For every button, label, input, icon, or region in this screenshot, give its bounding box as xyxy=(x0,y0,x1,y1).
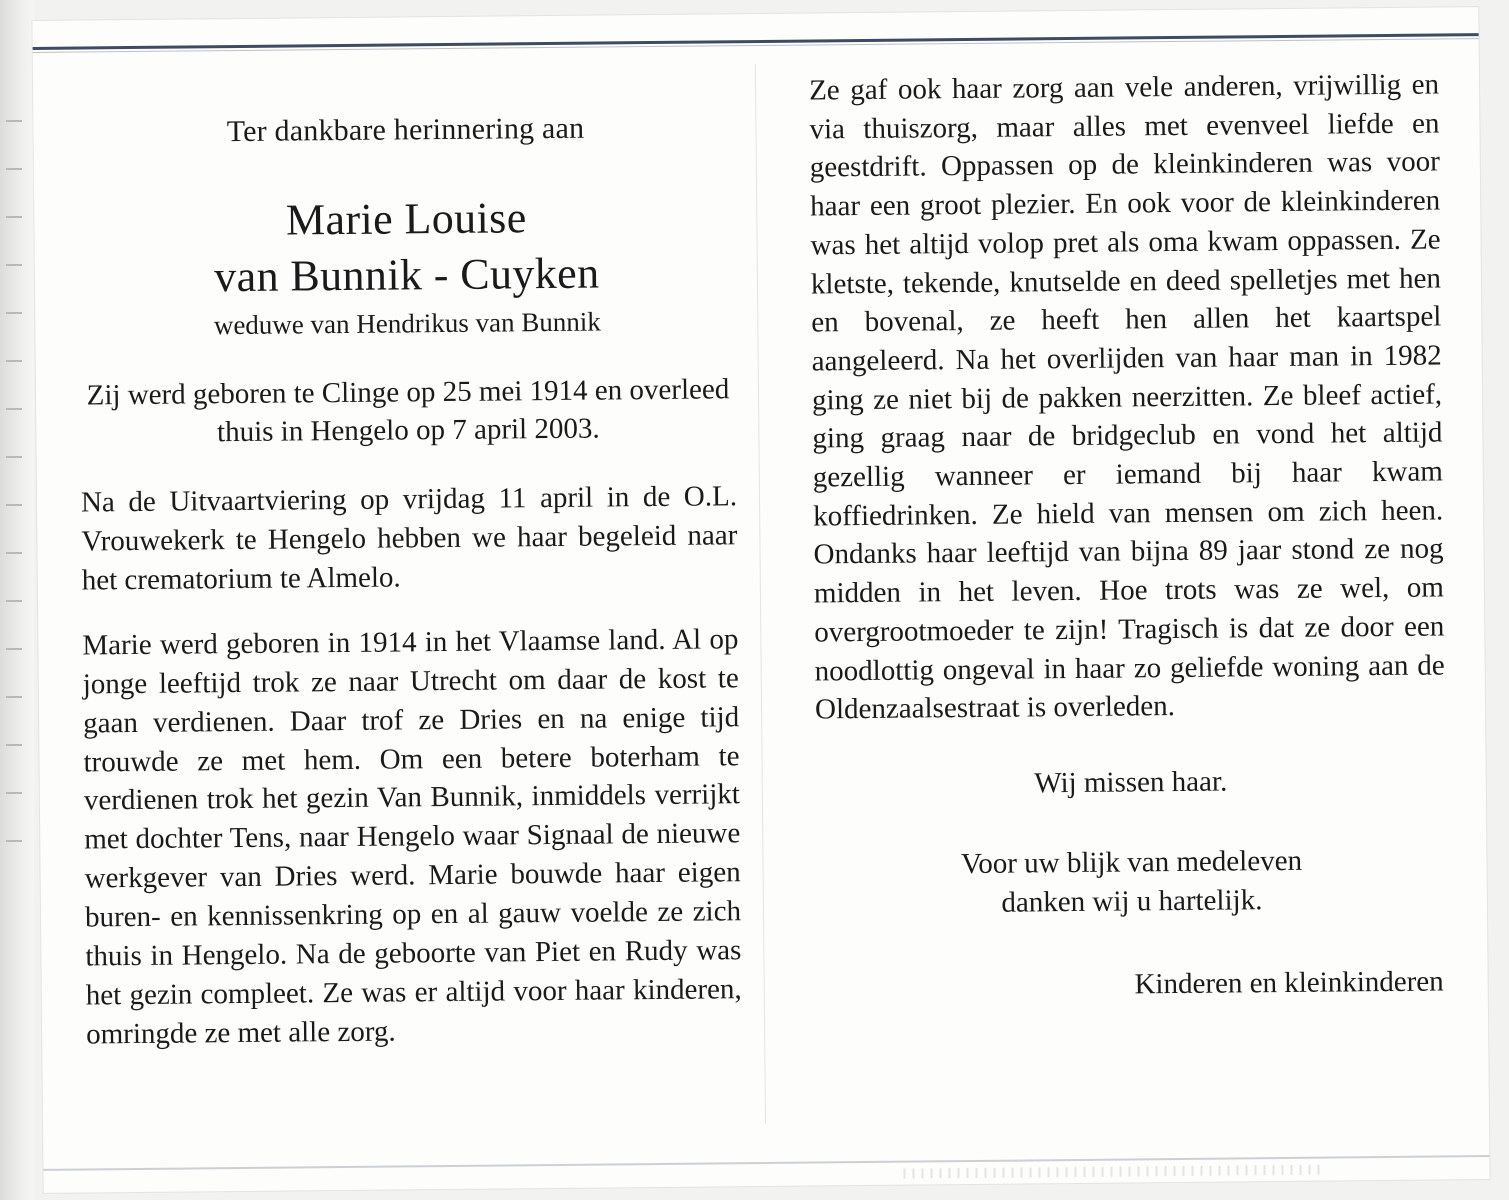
right-column xyxy=(777,65,1449,1151)
left-column xyxy=(77,72,787,1159)
widow-subtitle: weduwe van Hendrikus van Bunnik xyxy=(213,306,601,340)
scanner-edge-ticks xyxy=(6,120,28,1020)
scanner-edge-strip xyxy=(0,0,34,1200)
memorial-card xyxy=(32,7,1489,1193)
thanks-block xyxy=(816,840,1447,925)
life-story-paragraph: Marie werd geboren in 1914 in het Vlaamse land. Al op jonge leeftijd trok ze naar Utrecht om daar de kost te gaan verdienen. Daar trof ze Dries en na enige tijd trouwde ze met hem. Om een betere boterham te verdienen trok het gezin Van Bunnik, inmiddels verrijkt met dochter Tens, naar Hengelo waar Signaal de nieuwe werkgever van Dries werd. Marie bouwde haar eigen buren- en kennissenkring op en al gauw voelde ze zich thuis in Hengelo. Na de geboorte van Piet en Rudy was het gezin compleet. Ze was er altijd voor haar kinderen, omringde ze met alle zorg. xyxy=(82,623,742,1051)
right-story-paragraph: Ze gaf ook haar zorg aan vele anderen, vrijwillig en via thuiszorg, maar alles met evenveel liefde en geestdrift. Oppassen op de kleinkinderen was voor haar een groot plezier. En ook voor de kleinkinderen was het altijd volop pret als oma kwam oppassen. Ze kletste, tekende, knutselde en deed spelletjes met hen en bovenal, ze heeft hen allen het kaartspel aangeleerd. Na het overlijden van haar man in 1982 ging ze niet bij de pakken neerzitten. Ze bleef actief, ging graag naar de bridgeclub en vond het altijd gezellig wanneer er iemand bij haar kwam koffiedrinken. Ze hield van mensen om zich heen. Ondanks haar leeftijd van bijna 89 jaar stond ze nog midden in het leven. Hoe trots was ze wel, om overgrootmoeder te zijn! Tragisch is dat ze door een noodlottig ongeval in haar zo geliefde woning aan de Oldenzaalsestraat is overleden. xyxy=(808,68,1445,726)
thanks-line-1: Voor uw blijk van medeleven xyxy=(960,844,1303,881)
card-columns xyxy=(33,65,1489,1159)
deceased-name xyxy=(78,188,735,307)
top-rule xyxy=(33,33,1479,50)
name-line-1: Marie Louise xyxy=(285,193,527,245)
name-line-2: van Bunnik - Cuyken xyxy=(214,248,600,302)
dedication-line: Ter dankbare herinnering aan xyxy=(226,111,585,149)
scan-artifact xyxy=(903,1165,1323,1179)
signoff-line: Kinderen en kleinkinderen xyxy=(1134,965,1444,1001)
funeral-paragraph: Na de Uitvaartviering op vrijdag 11 april in de O.L. Vrouwekerk te Hengelo hebben we haar begeleid naar het crematorium te Almelo. xyxy=(80,480,738,597)
closing-line: Wij missen haar. xyxy=(1034,765,1228,800)
birth-death-paragraph: Zij werd geboren te Clinge op 25 mei 1914 en overleed thuis in Hengelo op 7 april 2003. xyxy=(86,372,730,449)
thanks-line-2: danken wij u hartelijk. xyxy=(1001,884,1263,920)
